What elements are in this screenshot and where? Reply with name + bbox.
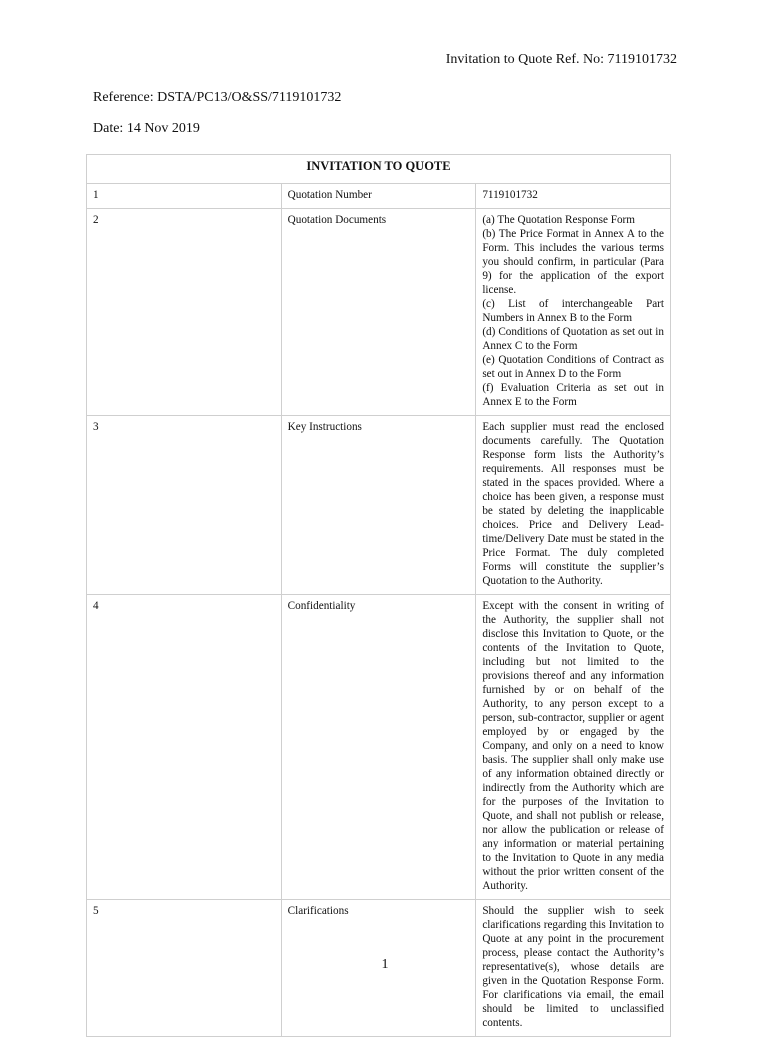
invitation-table xyxy=(86,154,671,1037)
content-line: Each supplier must read the enclosed documents carefully. The Quotation Response form lists the Authority’s requirements. All responses must be stated in the spaces provided. Where a choice has been given, a response must be stated by deleting the inapplicable choices. Price and Delivery Lead-time/Delivery Date must be stated in the Price Format. The duly completed Forms will constitute the supplier’s Quotation to the Authority. xyxy=(482,421,664,587)
content-line: (f) Evaluation Criteria as set out in Annex E to the Form xyxy=(482,382,664,408)
row-content xyxy=(476,184,671,209)
row-number: 4 xyxy=(87,595,282,900)
content-line: (e) Quotation Conditions of Contract as set out in Annex D to the Form xyxy=(482,354,664,380)
content-line: (c) List of interchangeable Part Numbers in Annex B to the Form xyxy=(482,298,664,324)
table-title-row xyxy=(87,155,671,184)
page-number: 1 xyxy=(381,957,389,972)
content-line: (b) The Price Format in Annex A to the Form. This includes the various terms you should confirm, in particular (Para 9) for the application of the export license. xyxy=(482,228,664,296)
reference-code: Reference: DSTA/PC13/O&SS/7119101732 xyxy=(93,90,342,105)
content-line: (d) Conditions of Quotation as set out in Annex C to the Form xyxy=(482,326,664,352)
content-line: 7119101732 xyxy=(482,189,538,201)
content-line: (a) The Quotation Response Form xyxy=(482,214,635,226)
row-content xyxy=(476,595,671,900)
row-content xyxy=(476,416,671,595)
table-row xyxy=(87,209,671,416)
row-topic: Clarifications xyxy=(281,900,476,1037)
row-topic: Quotation Documents xyxy=(281,209,476,416)
table-row xyxy=(87,416,671,595)
table-title: INVITATION TO QUOTE xyxy=(87,155,671,184)
document-date: Date: 14 Nov 2019 xyxy=(93,121,200,136)
row-number: 5 xyxy=(87,900,282,1037)
row-topic: Confidentiality xyxy=(281,595,476,900)
quote-reference-number: Invitation to Quote Ref. No: 7119101732 xyxy=(445,52,677,67)
row-topic: Key Instructions xyxy=(281,416,476,595)
table-row xyxy=(87,595,671,900)
row-number: 3 xyxy=(87,416,282,595)
content-line: Should the supplier wish to seek clarifications regarding this Invitation to Quote at any point in the procurement process, please contact the Authority’s representative(s), whose details are given in the Quotation Response Form. For clarifications via email, the email should be limited to unclassified contents. xyxy=(482,905,664,1029)
table-row xyxy=(87,184,671,209)
row-number: 2 xyxy=(87,209,282,416)
row-number: 1 xyxy=(87,184,282,209)
content-line: Except with the consent in writing of the Authority, the supplier shall not disclose this Invitation to Quote, or the contents of the Invitation to Quote, including but not limited to the provisions thereof and any information furnished by or on behalf of the Authority, to any person except to a person, sub-contractor, supplier or agent employed by or engaged by the Company, and only on a need to know basis. The supplier shall only make use of any information obtained directly or indirectly from the Authority which are for the purposes of the Invitation to Quote, and shall not publish or release, nor allow the publication or release of any information or material pertaining to the Invitation to Quote in any media without the prior written consent of the Authority. xyxy=(482,600,664,892)
row-topic: Quotation Number xyxy=(281,184,476,209)
row-content xyxy=(476,209,671,416)
